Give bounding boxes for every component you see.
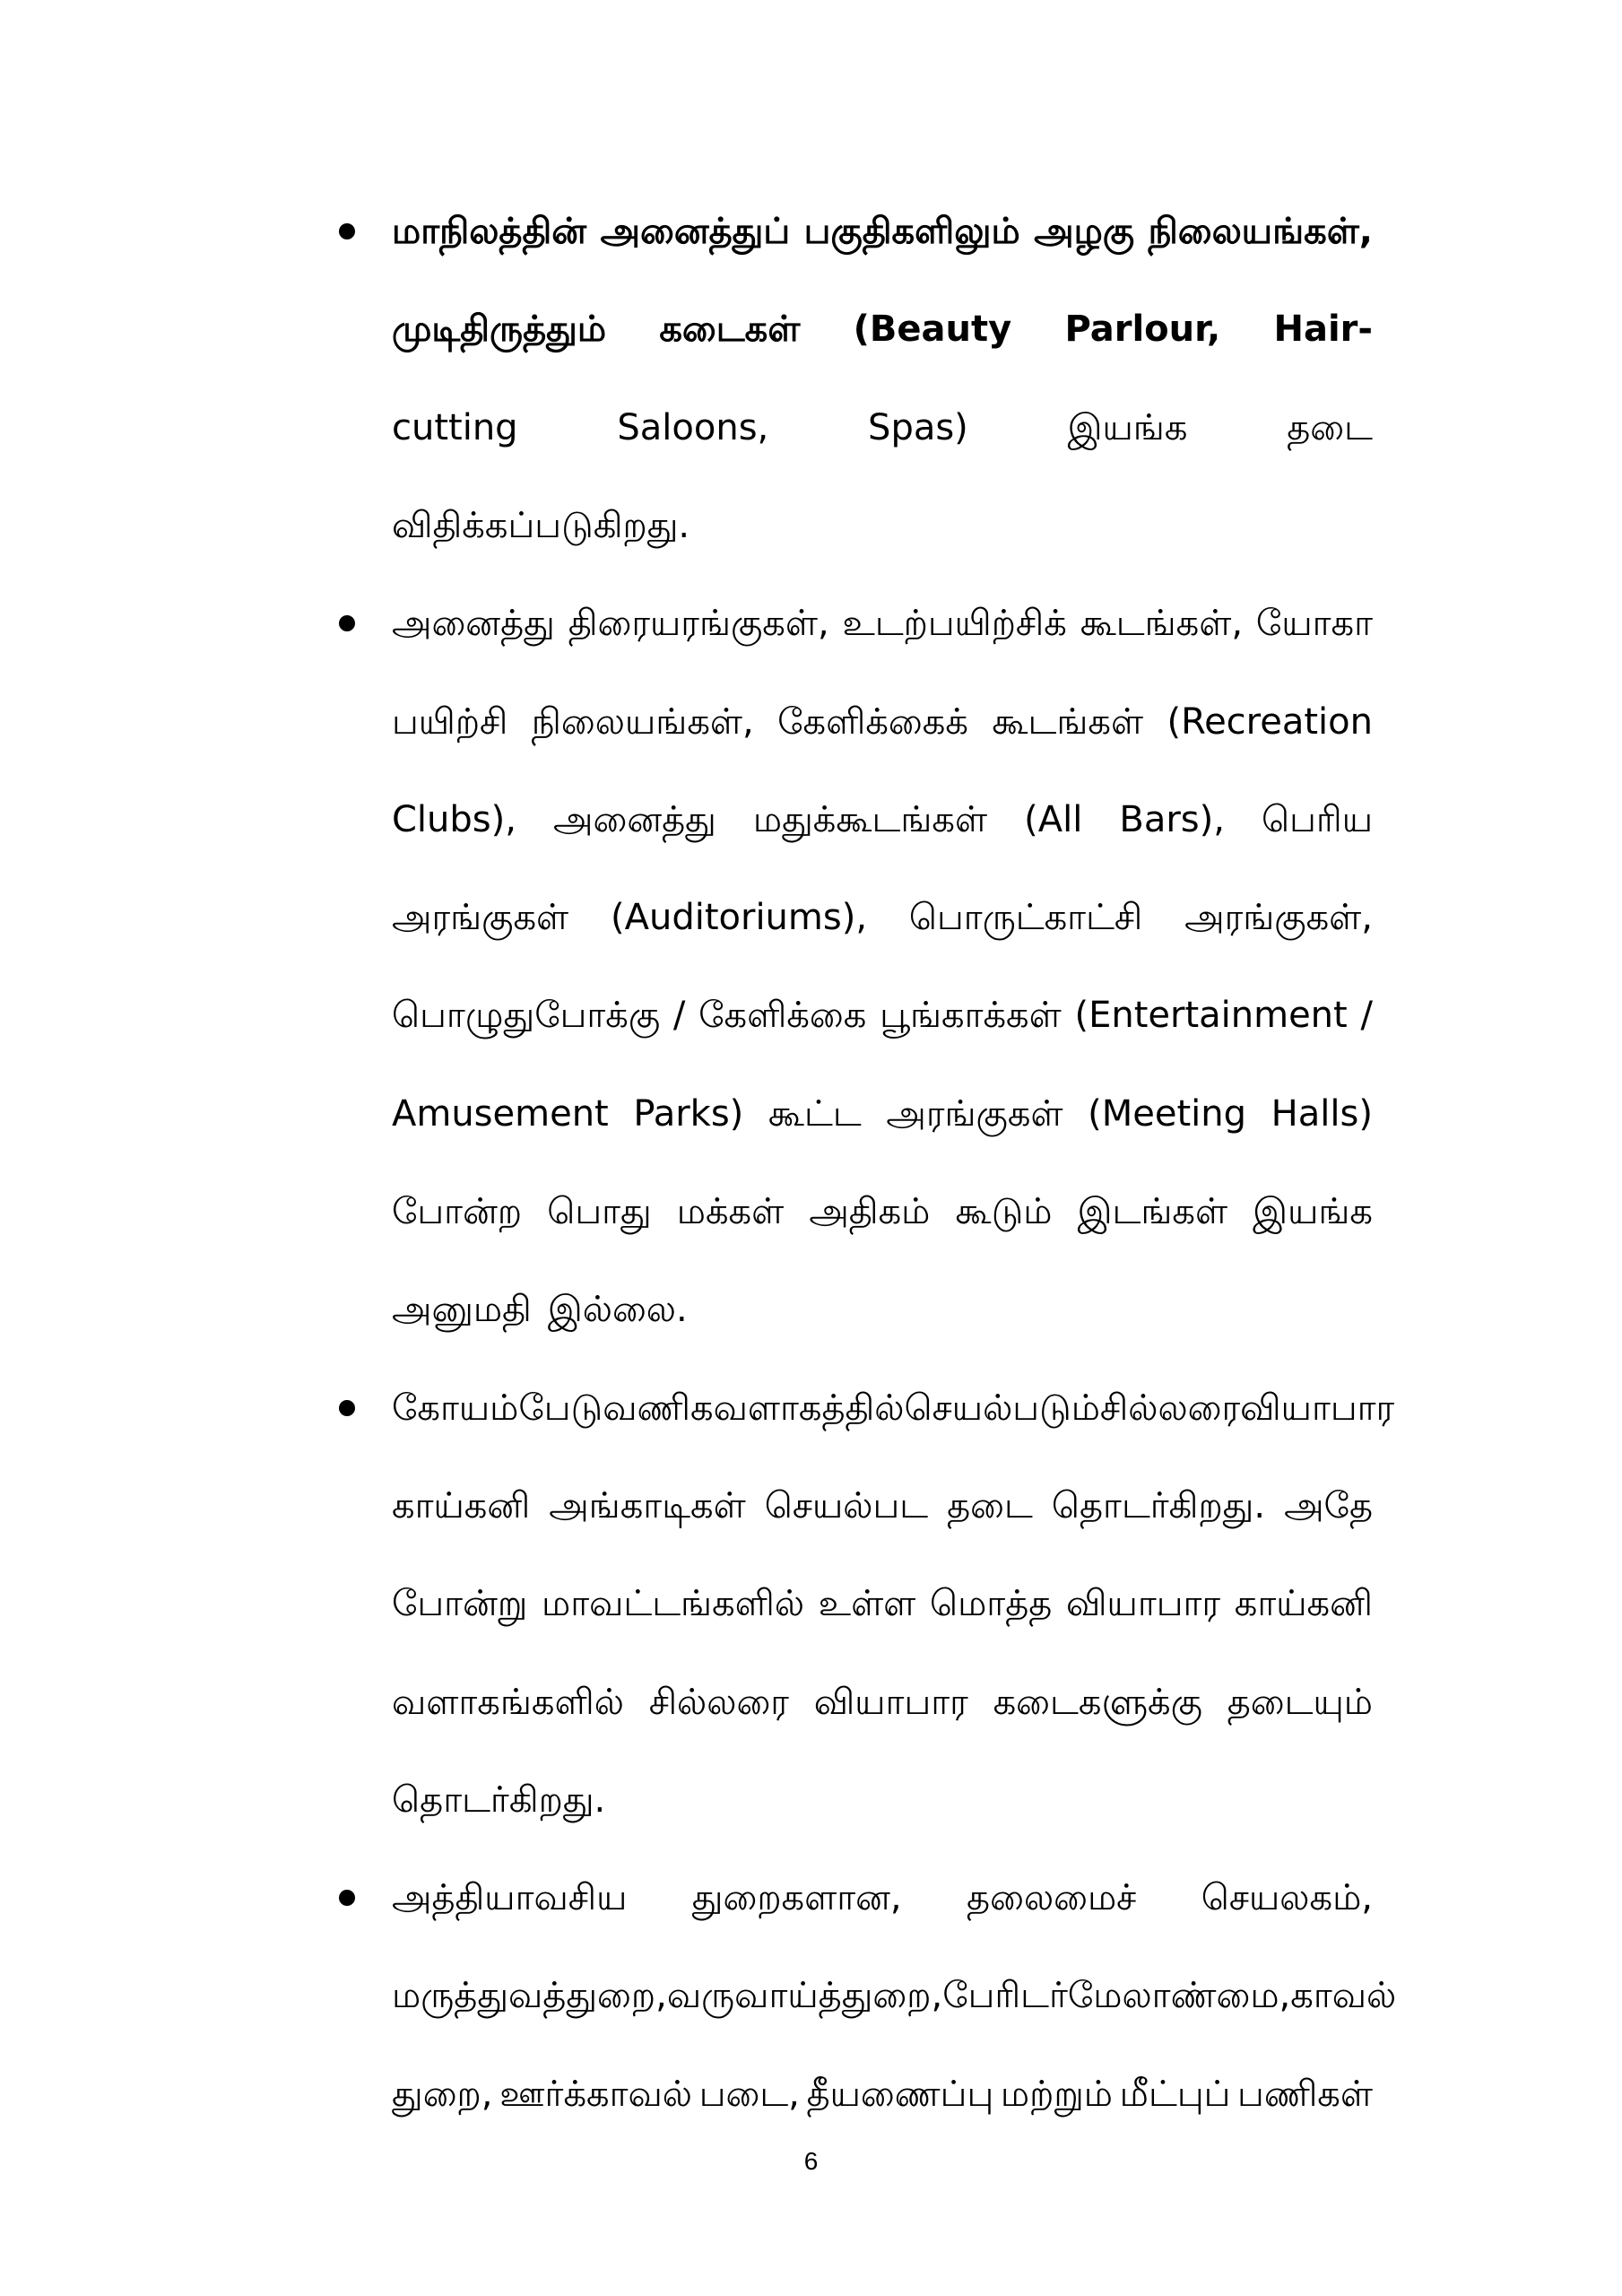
paragraph-line	[392, 979, 1373, 1051]
word: தடை	[1287, 406, 1373, 448]
word: இல்லை.	[547, 1289, 688, 1331]
word: இடங்கள்	[1077, 1191, 1228, 1232]
bullet-point-icon	[339, 1400, 355, 1416]
paragraph-line	[392, 293, 1373, 365]
word: முடிதிருத்தும்	[392, 309, 607, 351]
word: cutting	[392, 406, 518, 448]
word: படை,	[698, 2073, 800, 2115]
paragraph-line	[392, 1470, 1373, 1542]
word: பொருட்காட்சி	[908, 897, 1143, 939]
word: Bars),	[1119, 798, 1225, 840]
word: (Entertainment	[1074, 995, 1348, 1037]
word: யோகா	[1255, 603, 1373, 645]
word: மற்றும்	[1000, 2073, 1113, 2115]
word: /	[1360, 995, 1373, 1037]
word: தடையும்	[1227, 1681, 1373, 1723]
word: பகுதிகளிலும்	[803, 211, 1020, 252]
paragraph-line	[392, 1078, 1373, 1150]
bullet-point-icon	[339, 1890, 355, 1906]
paragraph-line	[392, 784, 1373, 856]
word: துறைகளான,	[691, 1877, 902, 1919]
word: மாவட்டங்களில்	[542, 1583, 805, 1625]
word: /	[672, 995, 686, 1037]
paragraph-line	[392, 196, 1373, 267]
word: உடற்பயிற்சிக்	[842, 603, 1067, 645]
word: கேளிக்கை	[698, 995, 867, 1037]
paragraph-line	[392, 1274, 1373, 1345]
word: கேளிக்கைக்	[777, 700, 968, 743]
word: அனுமதி	[392, 1289, 532, 1331]
word: அனைத்து	[392, 603, 555, 645]
word: காய்கனி	[392, 1484, 531, 1526]
bullet-point-icon	[339, 223, 355, 239]
word: பூங்காக்கள்	[880, 995, 1062, 1037]
word: Clubs),	[392, 798, 516, 840]
word: மக்கள்	[676, 1191, 785, 1232]
word: மாநிலத்தின்	[392, 211, 587, 252]
paragraph-line	[392, 1764, 1373, 1836]
word: செயலகம்,	[1201, 1877, 1373, 1919]
word: Hair-	[1273, 309, 1373, 351]
paragraph-line	[392, 1862, 1373, 1934]
word: தீயணைப்பு	[806, 2073, 994, 2115]
word: கூட்ட	[768, 1092, 862, 1135]
bullet-point-icon	[339, 615, 355, 631]
word: மீட்புப்	[1119, 2073, 1231, 2115]
word: Parks)	[633, 1092, 744, 1135]
paragraph-line	[392, 1372, 1395, 1444]
word: Halls)	[1271, 1092, 1373, 1135]
word: வணிக	[603, 1387, 714, 1429]
paragraph-line	[392, 1568, 1373, 1639]
paragraph-line	[392, 686, 1373, 758]
word: (Recreation	[1167, 700, 1373, 743]
word: தலைமைச்	[967, 1877, 1137, 1919]
word: வியாபார	[1240, 1387, 1395, 1429]
word: தொடர்கிறது.	[1051, 1484, 1266, 1526]
word: வியாபார	[1066, 1583, 1221, 1625]
word: அரங்குகள்,	[1184, 897, 1373, 939]
word: (Auditoriums),	[611, 897, 868, 939]
word: அங்காடிகள்	[549, 1484, 746, 1526]
word: பொழுதுபோக்கு	[392, 995, 661, 1037]
word: அதே	[1284, 1484, 1373, 1526]
paragraph-line	[392, 392, 1373, 464]
word: மருத்துவத்துறை,	[392, 1975, 667, 2017]
paragraph-line	[392, 882, 1373, 953]
word: பொது	[547, 1191, 652, 1232]
word: கடைகள்	[659, 309, 801, 351]
word: போன்று	[392, 1583, 528, 1625]
word: கடைகளுக்கு	[993, 1681, 1202, 1723]
word: வருவாய்த்துறை,	[666, 1975, 943, 2017]
word: உள்ள	[818, 1583, 916, 1625]
page-number: 6	[803, 2147, 819, 2175]
word: மேலாண்மை,	[1067, 1975, 1291, 2017]
paragraph-line	[392, 490, 1373, 561]
word: (All	[1024, 798, 1083, 840]
word: செயல்படும்	[904, 1387, 1100, 1429]
word: போன்ற	[392, 1191, 523, 1232]
word: காய்கனி	[1234, 1583, 1373, 1625]
word: சில்லரை	[1099, 1387, 1241, 1429]
word: பயிற்சி	[392, 700, 508, 743]
word: சில்லரை	[648, 1681, 789, 1723]
word: அழகு	[1034, 211, 1135, 252]
paragraph-line	[392, 1960, 1397, 2031]
word: (Beauty	[853, 309, 1012, 351]
paragraph-line	[392, 1666, 1373, 1738]
word: (Meeting	[1088, 1092, 1247, 1135]
word: Amusement	[392, 1092, 609, 1135]
word: வியாபார	[813, 1681, 968, 1723]
word: Parlour,	[1064, 309, 1221, 351]
word: மொத்த	[929, 1583, 1053, 1625]
word: அதிகம்	[809, 1191, 931, 1232]
word: அத்தியாவசிய	[392, 1877, 628, 1919]
word: Saloons,	[617, 406, 769, 448]
word: வளாகத்தில்	[713, 1387, 905, 1429]
word: இயங்க	[1253, 1191, 1373, 1232]
word: பெரிய	[1262, 798, 1373, 840]
word: கூடங்கள்,	[1080, 603, 1244, 645]
word: கூடங்கள்	[992, 700, 1144, 743]
word: கூடும்	[955, 1191, 1053, 1232]
word: செயல்பட	[764, 1484, 929, 1526]
word: பணிகள்	[1237, 2073, 1373, 2115]
word: அரங்குகள்	[392, 897, 569, 939]
word: அரங்குகள்	[886, 1092, 1063, 1135]
word: பேரிடர்	[942, 1975, 1068, 2017]
word: இயங்க	[1067, 406, 1188, 448]
word: துறை,	[392, 2073, 493, 2115]
word: அனைத்துப்	[600, 211, 791, 252]
paragraph-line	[392, 1176, 1373, 1248]
word: கோயம்பேடு	[392, 1387, 603, 1429]
word: வளாகங்களில்	[392, 1681, 624, 1723]
word: நிலையங்கள்,	[531, 700, 754, 743]
paragraph-line	[392, 2058, 1373, 2130]
word: அனைத்து	[553, 798, 716, 840]
word: ஊர்க்காவல்	[499, 2073, 692, 2115]
word: நிலையங்கள்,	[1148, 211, 1373, 252]
word: Spas)	[868, 406, 968, 448]
word: தொடர்கிறது.	[392, 1779, 606, 1821]
paragraph-line	[392, 587, 1373, 659]
word: தடை	[947, 1484, 1033, 1526]
word: காவல்	[1290, 1975, 1397, 2017]
word: விதிக்கப்படுகிறது.	[392, 504, 690, 546]
word: திரையரங்குகள்,	[568, 603, 829, 645]
word: மதுக்கூடங்கள்	[752, 798, 988, 840]
